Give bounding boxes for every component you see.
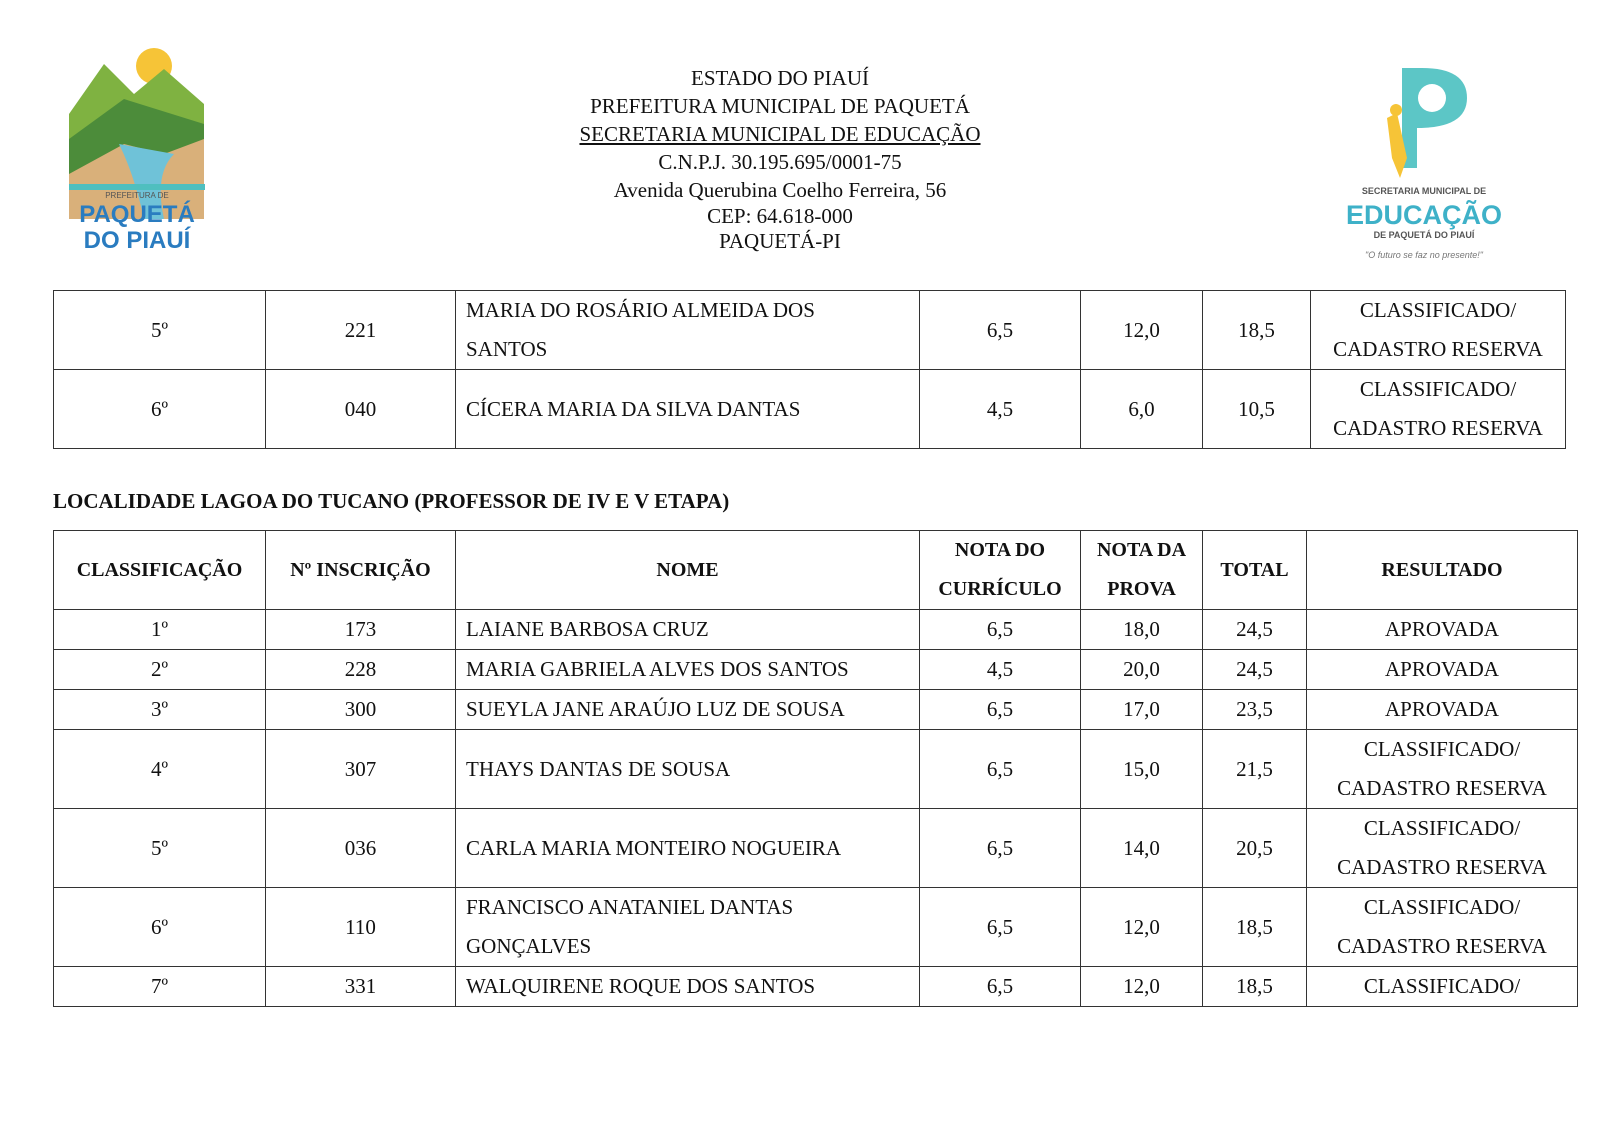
table-row xyxy=(54,291,1566,370)
cell-total: 24,5 xyxy=(1203,650,1307,690)
table-row xyxy=(54,888,1578,967)
cell-curriculum-score: 6,5 xyxy=(920,809,1081,888)
cell-registration: 307 xyxy=(266,730,456,809)
cell-classification: 1º xyxy=(54,610,266,650)
header-line-address: Avenida Querubina Coelho Ferreira, 56 xyxy=(613,178,947,202)
cell-name: LAIANE BARBOSA CRUZ xyxy=(456,610,920,650)
cell-classification: 3º xyxy=(54,690,266,730)
cell-registration: 331 xyxy=(266,967,456,1007)
cell-result: CLASSIFICADO/ CADASTRO RESERVA xyxy=(1307,809,1578,888)
logo-title-line2: DO PIAUÍ xyxy=(83,227,191,254)
cell-registration: 228 xyxy=(266,650,456,690)
table-row xyxy=(54,809,1578,888)
cell-name: MARIA DO ROSÁRIO ALMEIDA DOS SANTOS xyxy=(456,291,920,370)
header-line-cnpj: C.N.P.J. 30.195.695/0001-75 xyxy=(658,150,902,174)
cell-name: FRANCISCO ANATANIEL DANTAS GONÇALVES xyxy=(456,888,920,967)
cell-exam-score: 17,0 xyxy=(1081,690,1203,730)
header-registration: Nº INSCRIÇÃO xyxy=(266,531,456,610)
cell-exam-score: 12,0 xyxy=(1081,291,1203,370)
cell-result: APROVADA xyxy=(1307,650,1578,690)
cell-name: THAYS DANTAS DE SOUSA xyxy=(456,730,920,809)
cell-registration: 040 xyxy=(266,370,456,449)
cell-name: SUEYLA JANE ARAÚJO LUZ DE SOUSA xyxy=(456,690,920,730)
paqueta-municipality-logo xyxy=(64,44,210,266)
table-row xyxy=(54,730,1578,809)
logo-educacao-label: EDUCAÇÃO xyxy=(1345,200,1503,230)
document-header xyxy=(0,0,1600,280)
cell-curriculum-score: 6,5 xyxy=(920,610,1081,650)
logo-slogan: "O futuro se faz no presente!" xyxy=(1365,250,1483,260)
header-line-city: PAQUETÁ-PI xyxy=(719,229,841,253)
table-row xyxy=(54,690,1578,730)
cell-classification: 5º xyxy=(54,291,266,370)
header-exam-score: NOTA DA PROVA xyxy=(1081,531,1203,610)
cell-registration: 110 xyxy=(266,888,456,967)
cell-total: 24,5 xyxy=(1203,610,1307,650)
cell-result: CLASSIFICADO/ CADASTRO RESERVA xyxy=(1307,888,1578,967)
cell-total: 18,5 xyxy=(1203,967,1307,1007)
cell-exam-score: 15,0 xyxy=(1081,730,1203,809)
logo-city-label: DE PAQUETÁ DO PIAUÍ xyxy=(1373,230,1475,240)
cell-total: 21,5 xyxy=(1203,730,1307,809)
header-line-state: ESTADO DO PIAUÍ xyxy=(691,66,869,90)
cell-exam-score: 6,0 xyxy=(1081,370,1203,449)
logo-secretaria-label: SECRETARIA MUNICIPAL DE xyxy=(1361,186,1487,196)
cell-registration: 036 xyxy=(266,809,456,888)
cell-result: APROVADA xyxy=(1307,610,1578,650)
cell-exam-score: 12,0 xyxy=(1081,967,1203,1007)
cell-name: WALQUIRENE ROQUE DOS SANTOS xyxy=(456,967,920,1007)
logo-title-line1: PAQUETÁ xyxy=(79,201,195,228)
header-line-secretaria: SECRETARIA MUNICIPAL DE EDUCAÇÃO xyxy=(579,122,981,146)
cell-classification: 6º xyxy=(54,888,266,967)
cell-classification: 7º xyxy=(54,967,266,1007)
education-secretariat-logo xyxy=(1345,68,1522,268)
table-row xyxy=(54,610,1578,650)
cell-exam-score: 12,0 xyxy=(1081,888,1203,967)
cell-exam-score: 20,0 xyxy=(1081,650,1203,690)
cell-curriculum-score: 4,5 xyxy=(920,650,1081,690)
cell-result: CLASSIFICADO/ xyxy=(1307,967,1578,1007)
header-result: RESULTADO xyxy=(1307,531,1578,610)
logo-subtitle: PREFEITURA DE xyxy=(105,191,169,200)
cell-curriculum-score: 6,5 xyxy=(920,690,1081,730)
cell-curriculum-score: 6,5 xyxy=(920,291,1081,370)
cell-registration: 221 xyxy=(266,291,456,370)
cell-classification: 6º xyxy=(54,370,266,449)
cell-total: 18,5 xyxy=(1203,888,1307,967)
header-classification: CLASSIFICAÇÃO xyxy=(54,531,266,610)
header-line-prefeitura: PREFEITURA MUNICIPAL DE PAQUETÁ xyxy=(590,94,970,118)
table-row xyxy=(54,650,1578,690)
cell-curriculum-score: 6,5 xyxy=(920,730,1081,809)
cell-total: 10,5 xyxy=(1203,370,1311,449)
cell-classification: 2º xyxy=(54,650,266,690)
cell-name: CÍCERA MARIA DA SILVA DANTAS xyxy=(456,370,920,449)
cell-result: CLASSIFICADO/ CADASTRO RESERVA xyxy=(1311,370,1566,449)
header-total: TOTAL xyxy=(1203,531,1307,610)
header-name: NOME xyxy=(456,531,920,610)
results-table-lagoa-do-tucano xyxy=(53,530,1578,1007)
cell-registration: 173 xyxy=(266,610,456,650)
table-header-row xyxy=(54,531,1578,610)
cell-result: CLASSIFICADO/ CADASTRO RESERVA xyxy=(1307,730,1578,809)
cell-curriculum-score: 6,5 xyxy=(920,967,1081,1007)
table-row xyxy=(54,370,1566,449)
cell-name: CARLA MARIA MONTEIRO NOGUEIRA xyxy=(456,809,920,888)
cell-classification: 5º xyxy=(54,809,266,888)
section-title: LOCALIDADE LAGOA DO TUCANO (PROFESSOR DE IV E V ETAPA) xyxy=(53,489,730,513)
cell-name: MARIA GABRIELA ALVES DOS SANTOS xyxy=(456,650,920,690)
cell-exam-score: 14,0 xyxy=(1081,809,1203,888)
cell-registration: 300 xyxy=(266,690,456,730)
cell-result: APROVADA xyxy=(1307,690,1578,730)
cell-total: 18,5 xyxy=(1203,291,1311,370)
header-curriculum-score: NOTA DO CURRÍCULO xyxy=(920,531,1081,610)
cell-classification: 4º xyxy=(54,730,266,809)
cell-result: CLASSIFICADO/ CADASTRO RESERVA xyxy=(1311,291,1566,370)
cell-total: 20,5 xyxy=(1203,809,1307,888)
header-line-cep: CEP: 64.618-000 xyxy=(707,204,853,228)
results-table-continuation xyxy=(53,290,1566,449)
cell-curriculum-score: 6,5 xyxy=(920,888,1081,967)
header-text-block xyxy=(500,64,1060,254)
cell-total: 23,5 xyxy=(1203,690,1307,730)
cell-curriculum-score: 4,5 xyxy=(920,370,1081,449)
cell-exam-score: 18,0 xyxy=(1081,610,1203,650)
table-row xyxy=(54,967,1578,1007)
